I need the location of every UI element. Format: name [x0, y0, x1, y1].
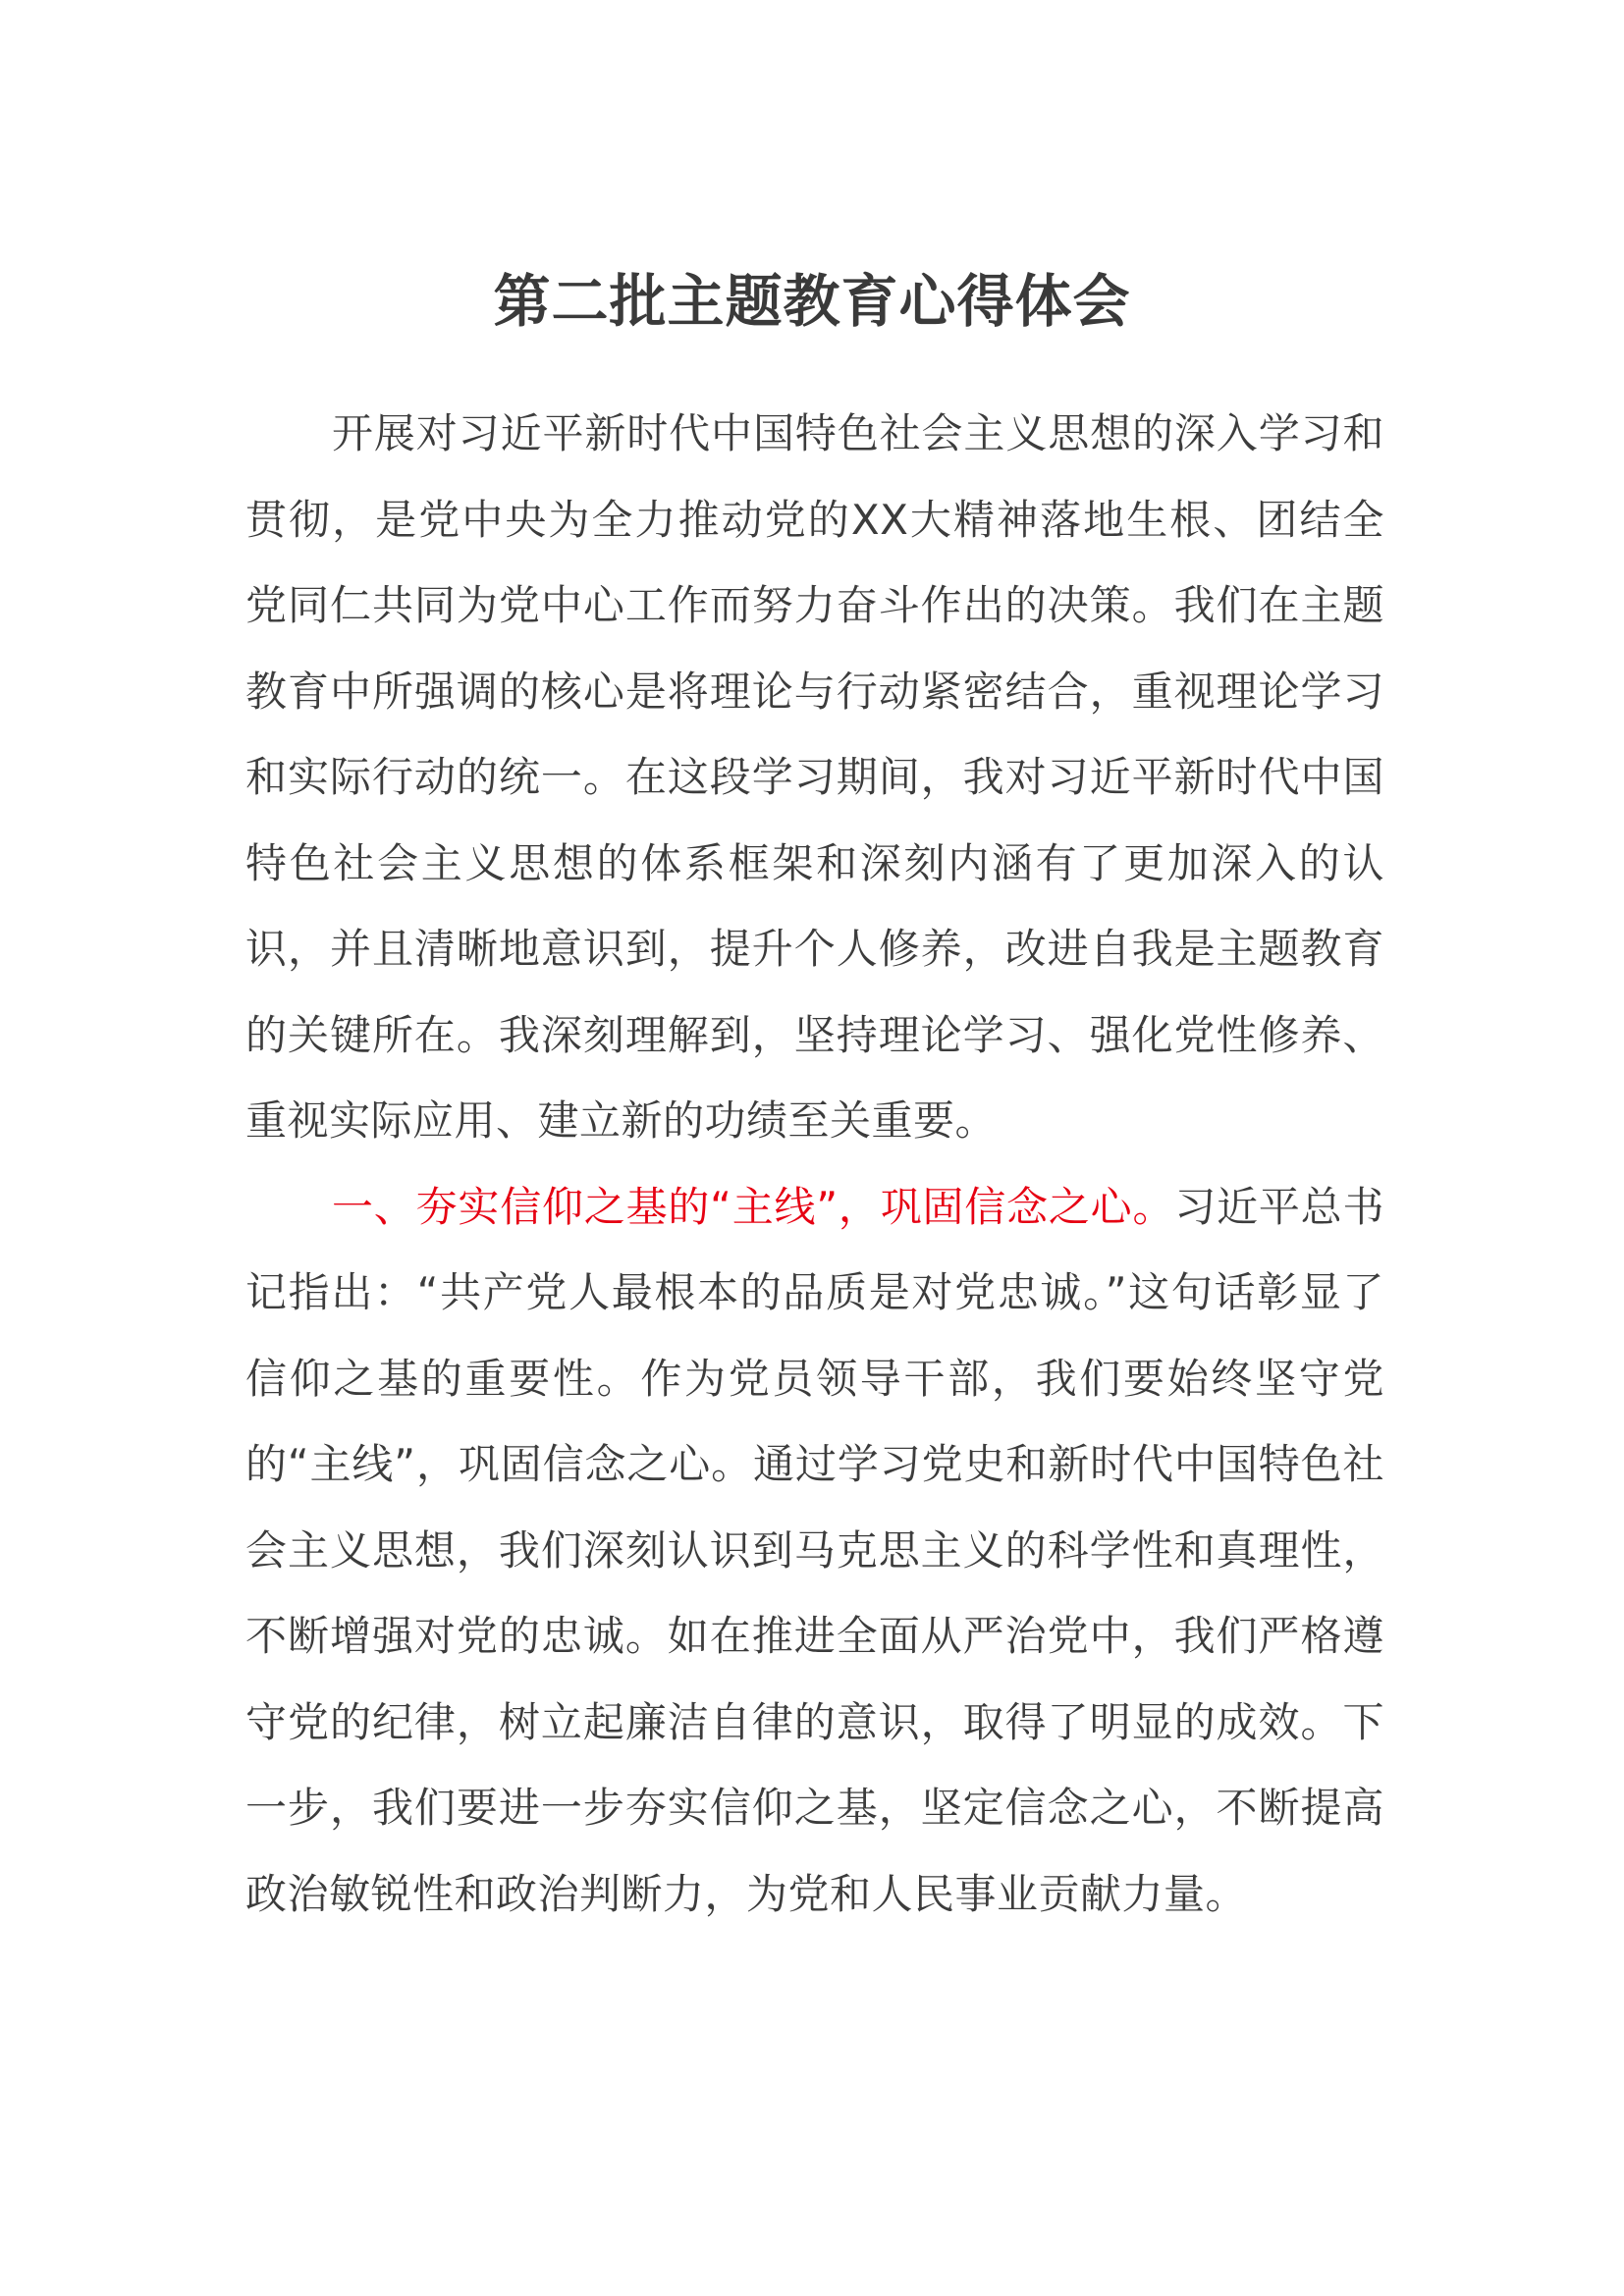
section-1-heading: 一、夯实信仰之基的“主线”，巩固信念之心。 [332, 1182, 1175, 1231]
section-1-body: 习近平总书记指出：“共产党人最根本的品质是对党忠诚。”这句话彰显了信仰之基的重要性。作为党员领导干部，我们要始终坚守党的“主线”，巩固信念之心。通过学习党史和新时代中国特色社会主义思想，我们深刻认识到马克思主义的科学性和真理性，不断增强对党的忠诚。如在推进全面从严治党中，我们严格遵守党的纪律，树立起廉洁自律的意识，取得了明显的成效。下一步，我们要进一步夯实信仰之基，坚定信念之心，不断提高政治敏锐性和政治判断力，为党和人民事业贡献力量。 [245, 1182, 1384, 1918]
intro-paragraph: 开展对习近平新时代中国特色社会主义思想的深入学习和贯彻，是党中央为全力推动党的XX大精神落地生根、团结全党同仁共同为党中心工作而努力奋斗作出的决策。我们在主题教育中所强调的核心是将理论与行动紧密结合，重视理论学习和实际行动的统一。在这段学习期间，我对习近平新时代中国特色社会主义思想的体系框架和深刻内涵有了更加深入的认识，并且清晰地意识到，提升个人修养，改进自我是主题教育的关键所在。我深刻理解到，坚持理论学习、强化党性修养、重视实际应用、建立新的功绩至关重要。 [245, 409, 1384, 1145]
document-body [245, 391, 1384, 1937]
document-title: 第二批主题教育心得体会 [493, 268, 1131, 335]
section-1-paragraph [245, 1164, 1384, 1938]
